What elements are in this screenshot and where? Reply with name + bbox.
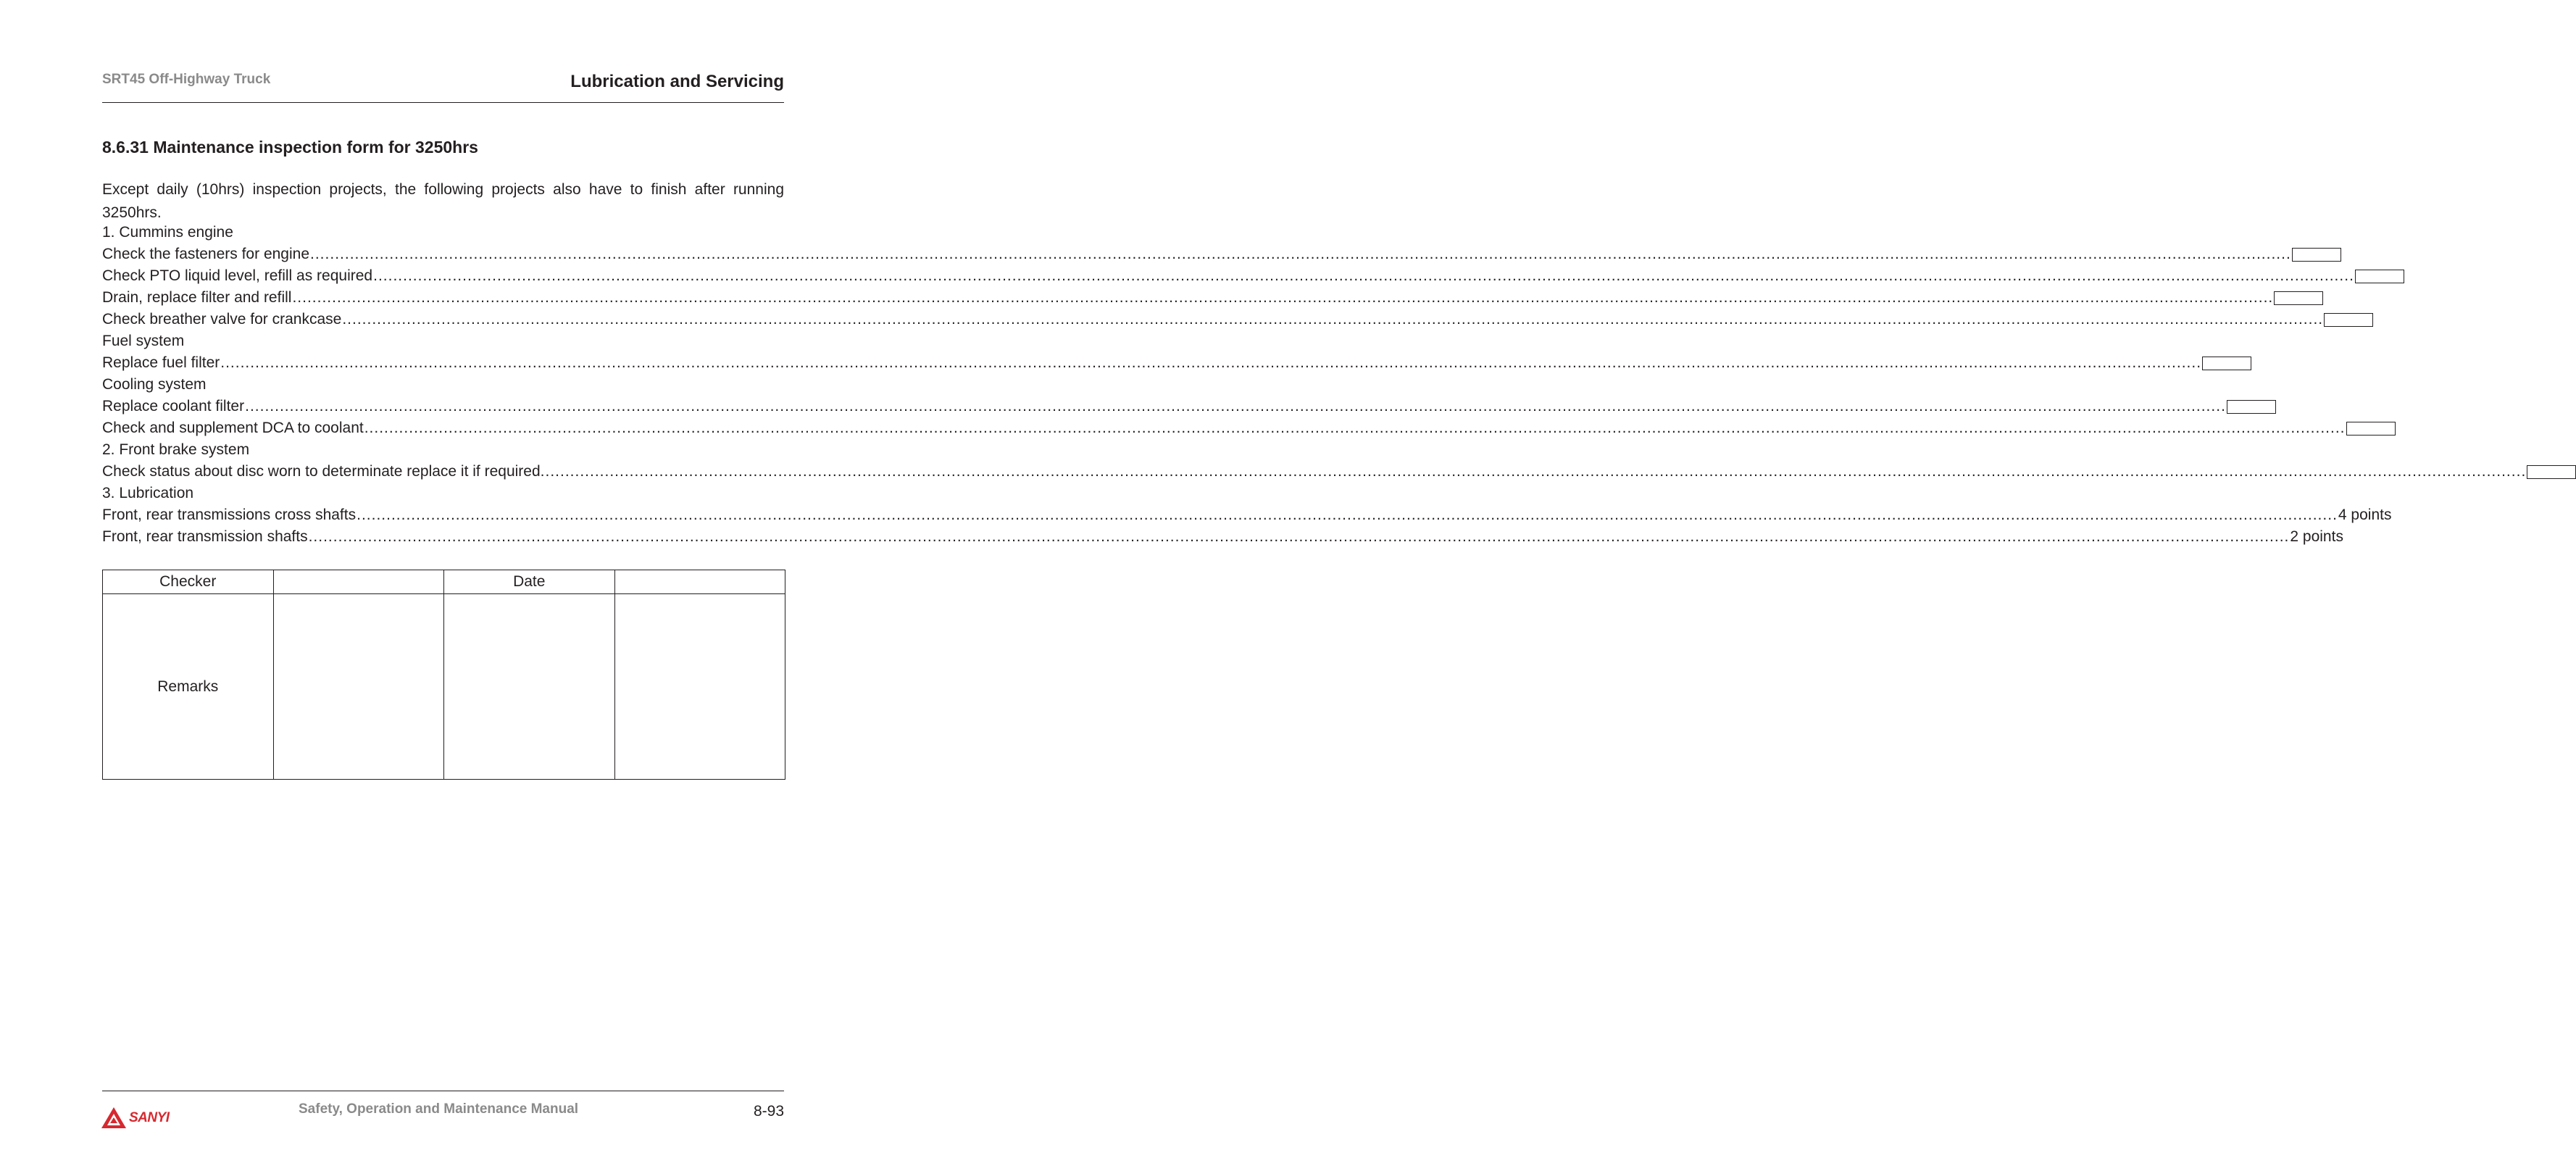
section-title: 8.6.31 Maintenance inspection form for 3250hrs <box>102 138 478 157</box>
dot-leader: ................................................................................................................................................................................................................................................................................................................................................................................................................ <box>364 420 2346 436</box>
item-heading <box>102 222 784 243</box>
item-heading-label: Cooling system <box>102 376 207 393</box>
checker-field[interactable] <box>273 570 444 594</box>
check-box[interactable] <box>2527 465 2576 479</box>
lubrication-points: 2 points <box>2290 528 2343 545</box>
check-box[interactable] <box>2202 357 2251 370</box>
dot-leader: ................................................................................................................................................................................................................................................................................................................................................................................................................ <box>357 507 2338 523</box>
checklist-item <box>102 417 2346 439</box>
item-label: Check and supplement DCA to coolant <box>102 420 364 436</box>
footer-manual-title: Safety, Operation and Maintenance Manual <box>299 1101 579 1117</box>
item-label: Check status about disc worn to determinate replace it if required. <box>102 463 545 480</box>
item-heading-label: 2. Front brake system <box>102 441 250 458</box>
item-label: Check breather valve for crankcase <box>102 311 342 328</box>
dot-leader: ................................................................................................................................................................................................................................................................................................................................................................................................................ <box>245 398 2226 414</box>
header-product-name: SRT45 Off-Highway Truck <box>102 72 271 87</box>
item-label: Check the fasteners for engine <box>102 246 310 262</box>
checker-label: Checker <box>103 570 274 594</box>
sanyi-logo <box>101 1107 170 1130</box>
checklist-item <box>102 352 2202 374</box>
item-label: Front, rear transmissions cross shafts <box>102 507 357 523</box>
checklist-item <box>102 461 2527 483</box>
intro-paragraph: Except daily (10hrs) inspection projects, the following projects also have to finish after running 3250hrs. <box>102 181 784 221</box>
logo-text: SANYI <box>129 1110 170 1125</box>
item-heading-label: Fuel system <box>102 333 185 349</box>
dot-leader: ................................................................................................................................................................................................................................................................................................................................................................................................................ <box>545 463 2527 480</box>
checklist-item <box>102 243 2291 265</box>
page-number: 8-93 <box>753 1103 784 1120</box>
check-box[interactable] <box>2227 400 2276 414</box>
remarks-label: Remarks <box>103 594 274 780</box>
dot-leader: ................................................................................................................................................................................................................................................................................................................................................................................................................ <box>310 246 2291 262</box>
item-label: Front, rear transmission shafts <box>102 528 308 545</box>
item-label: Replace fuel filter <box>102 354 220 371</box>
inspection-sign-off-table <box>102 570 785 780</box>
date-label: Date <box>444 570 615 594</box>
header-rule <box>102 102 784 103</box>
check-box[interactable] <box>2346 422 2396 436</box>
item-label: Drain, replace filter and refill <box>102 289 292 306</box>
inspection-item-list <box>102 222 2527 548</box>
check-box[interactable] <box>2324 313 2373 327</box>
item-heading-label: 3. Lubrication <box>102 485 194 501</box>
check-box[interactable] <box>2292 248 2341 262</box>
date-field[interactable] <box>614 570 785 594</box>
lubrication-item <box>102 504 2392 526</box>
remarks-field-3[interactable] <box>614 594 785 780</box>
header-chapter-title: Lubrication and Servicing <box>570 72 784 91</box>
dot-leader: ................................................................................................................................................................................................................................................................................................................................................................................................................ <box>308 528 2290 545</box>
lubrication-points: 4 points <box>2338 507 2392 523</box>
item-heading <box>102 330 784 352</box>
item-heading <box>102 439 784 461</box>
check-box[interactable] <box>2274 291 2323 305</box>
dot-leader: ................................................................................................................................................................................................................................................................................................................................................................................................................ <box>220 354 2202 371</box>
item-heading <box>102 374 784 396</box>
checklist-item <box>102 287 2274 309</box>
dot-leader: ................................................................................................................................................................................................................................................................................................................................................................................................................ <box>373 267 2354 284</box>
checklist-item <box>102 309 2324 330</box>
item-label: Replace coolant filter <box>102 398 245 414</box>
dot-leader: ................................................................................................................................................................................................................................................................................................................................................................................................................ <box>292 289 2274 306</box>
item-heading-label: 1. Cummins engine <box>102 224 233 241</box>
checklist-item <box>102 396 2226 417</box>
item-label: Check PTO liquid level, refill as required <box>102 267 373 284</box>
sanyi-logo-mark-icon <box>101 1107 127 1130</box>
lubrication-item <box>102 526 2343 548</box>
item-heading <box>102 483 784 504</box>
dot-leader: ................................................................................................................................................................................................................................................................................................................................................................................................................ <box>342 311 2324 328</box>
check-box[interactable] <box>2355 270 2404 283</box>
remarks-field-2[interactable] <box>444 594 615 780</box>
remarks-field-1[interactable] <box>273 594 444 780</box>
checklist-item <box>102 265 2354 287</box>
